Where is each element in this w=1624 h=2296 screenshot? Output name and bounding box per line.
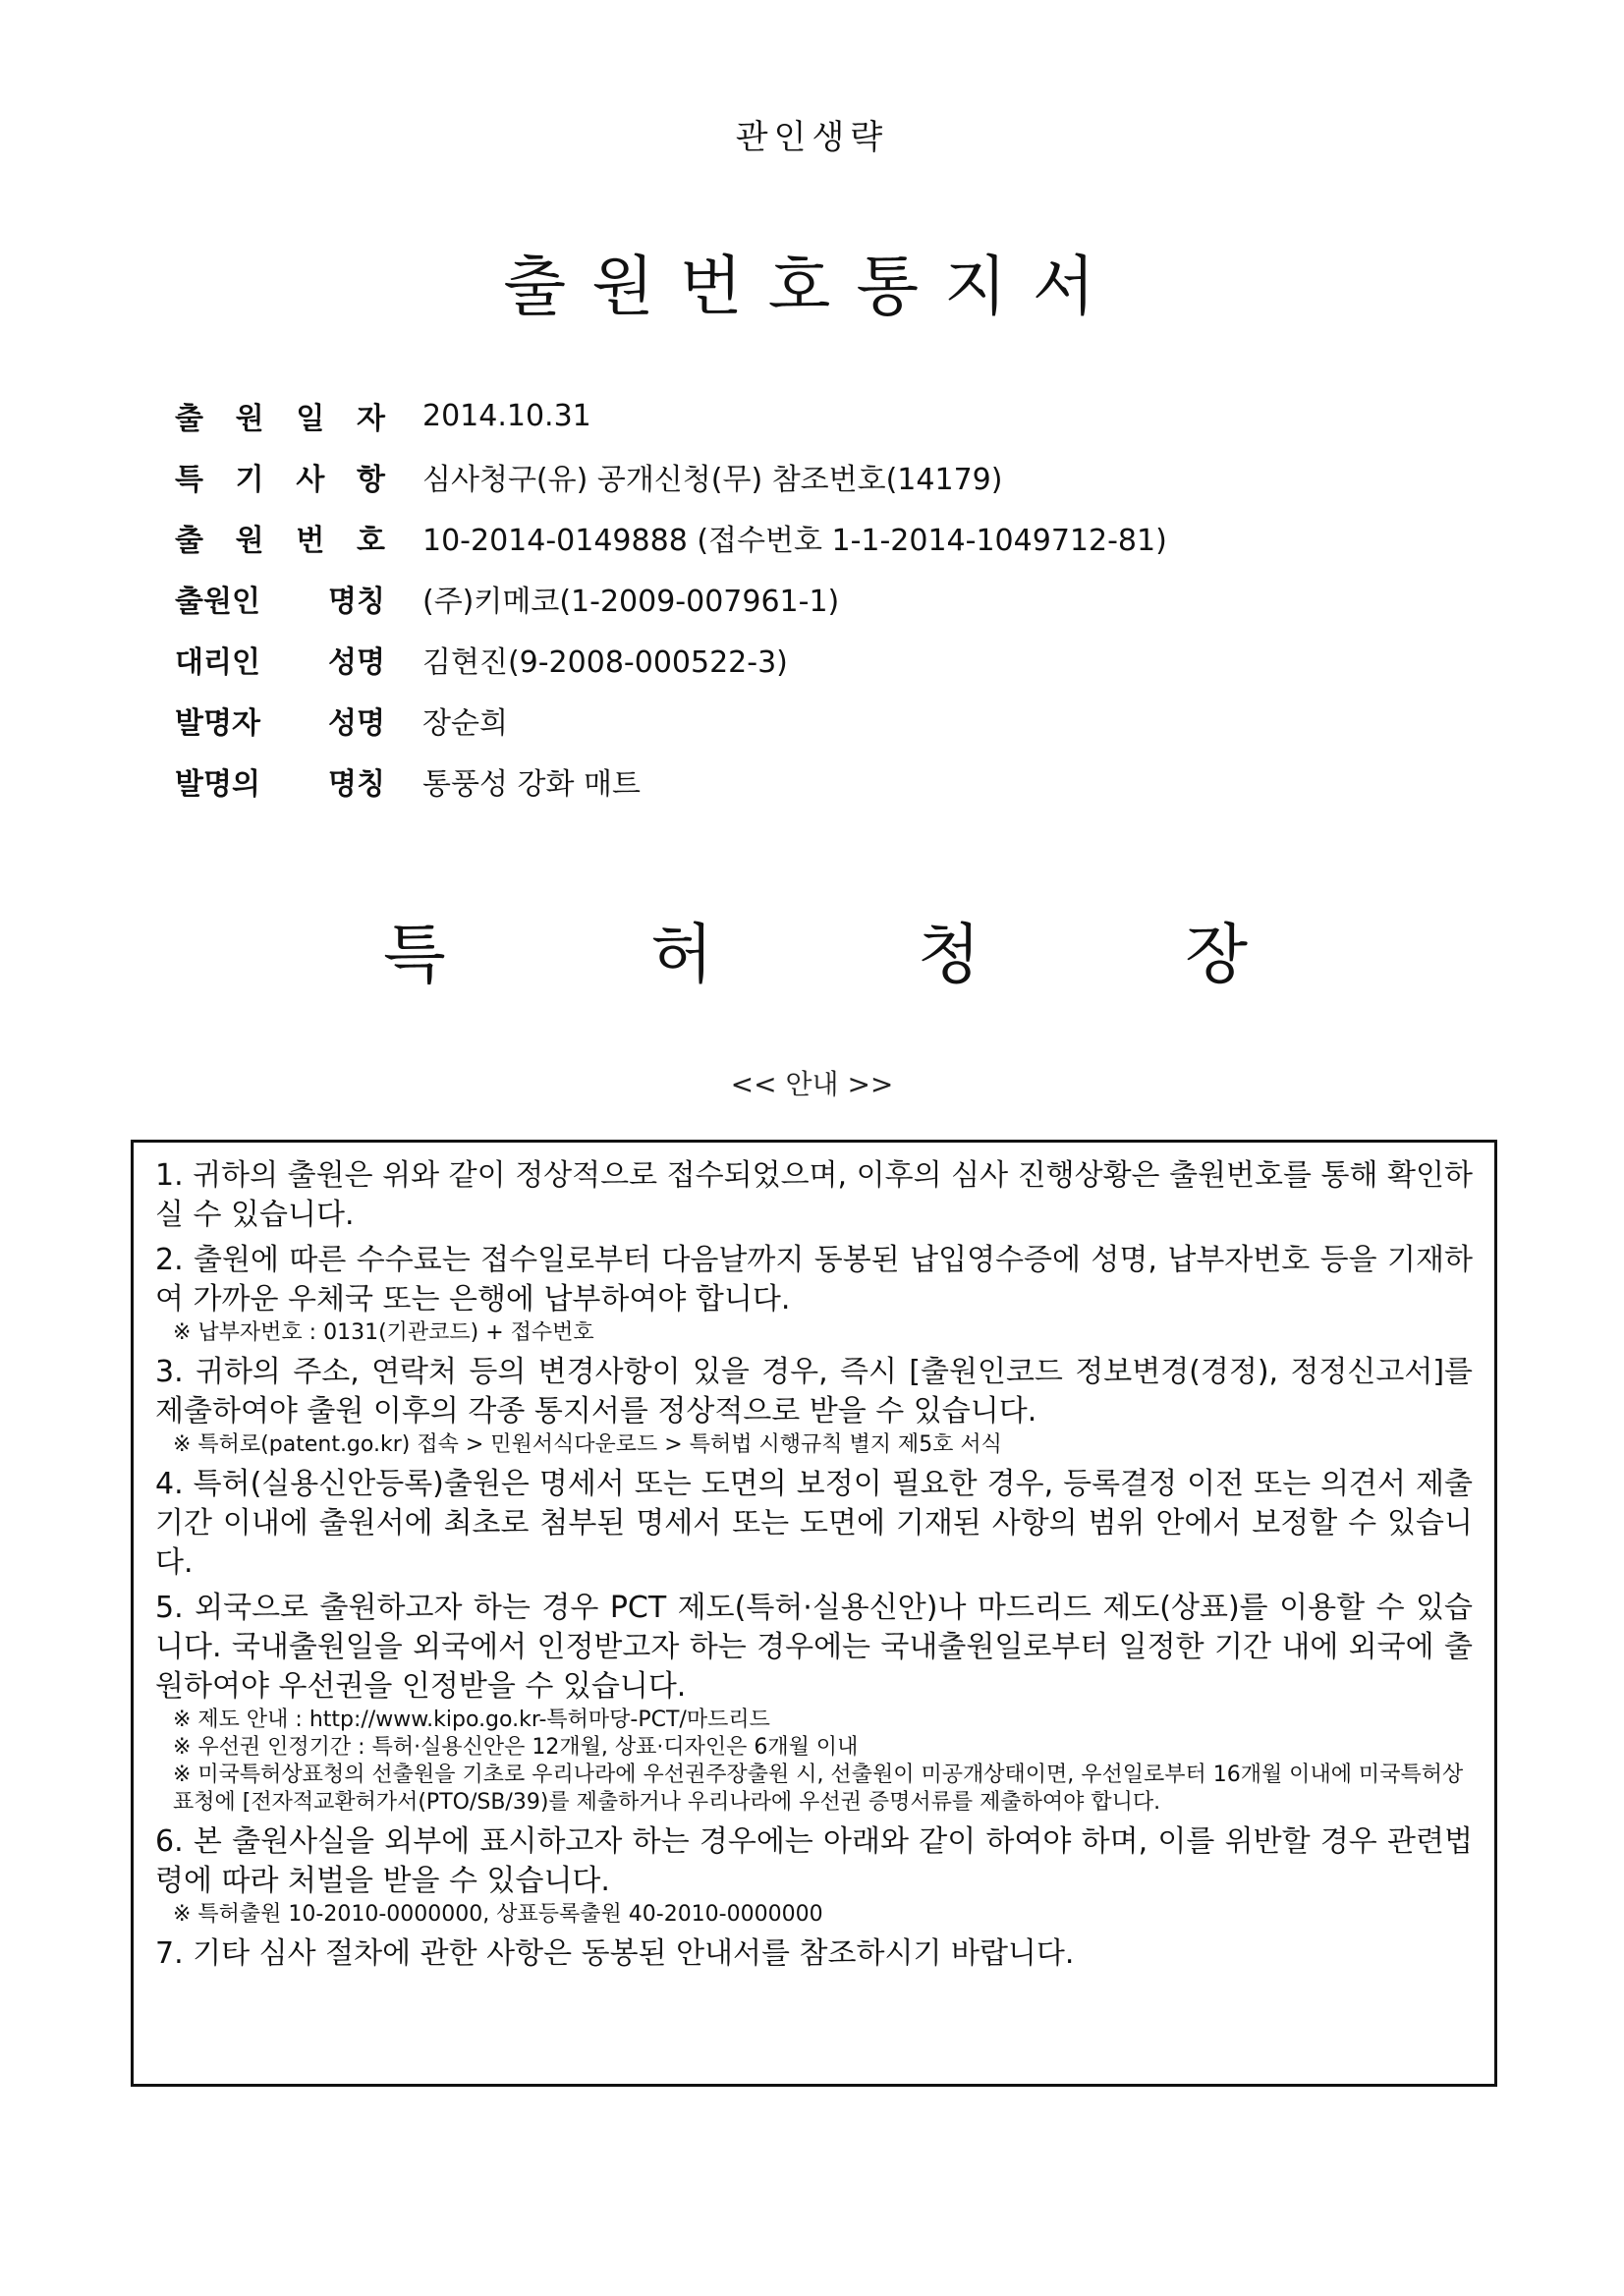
- guide-item: [155, 1156, 1473, 1235]
- guide-item-note: ※ 특허출원 10-2010-0000000, 상표등록출원 40-2010-0000000: [173, 1902, 823, 1927]
- field-label: [175, 638, 385, 681]
- guide-item-text: 6. 본 출원사실을 외부에 표시하고자 하는 경우에는 아래와 같이 하여야 하며, 이를 위반할 경우 관련법령에 따라 처벌을 받을 수 있습니다.: [155, 1824, 1473, 1898]
- application-fields: [175, 385, 1452, 812]
- guide-item-note: ※ 특허로(patent.go.kr) 접속 > 민원서식다운로드 > 특허법 시행규칙 별지 제5호 서식: [173, 1432, 1002, 1457]
- field-value: (주)키메코(1-2009-007961-1): [422, 585, 840, 619]
- field-row: [175, 385, 1452, 446]
- field-label-part: 명칭: [328, 767, 385, 802]
- field-row: [175, 446, 1452, 507]
- field-label-part: 출원인: [175, 585, 260, 619]
- issuer-name: [383, 902, 1248, 995]
- field-row: [175, 629, 1452, 690]
- field-label-part: 출: [175, 524, 203, 558]
- issuer-char: 허: [650, 917, 713, 992]
- field-label-part: 번: [296, 524, 325, 558]
- field-label-part: 명칭: [328, 585, 385, 619]
- field-label-part: 사: [296, 463, 325, 497]
- guide-item-text: 5. 외국으로 출원하고자 하는 경우 PCT 제도(특허·실용신안)나 마드리드 제도(상표)를 이용할 수 있습니다. 국내출원일을 외국에서 인정받고자 하는 경우에는 국내출원일로부터 일정한 기간 내에 외국에 출원하여야 우선권을 인정받을 수 있습니다.: [155, 1591, 1473, 1704]
- field-value: 통풍성 강화 매트: [422, 767, 641, 802]
- issuer-char: 장: [1185, 917, 1248, 992]
- issuer-char: 청: [918, 917, 980, 992]
- guide-box: [131, 1140, 1497, 2087]
- field-label: [175, 699, 385, 742]
- guide-item-note: ※ 우선권 인정기간 : 특허·실용신안은 12개월, 상표·디자인은 6개월 이내: [173, 1735, 859, 1760]
- field-label-part: 원: [235, 402, 264, 436]
- field-label: [175, 577, 385, 620]
- field-label-part: 대리인: [175, 645, 260, 680]
- field-value: 장순희: [422, 706, 508, 741]
- guide-item: [155, 1353, 1473, 1459]
- field-label-part: 자: [357, 402, 385, 436]
- guide-item-text: 1. 귀하의 출원은 위와 같이 정상적으로 접수되었으며, 이후의 심사 진행상황은 출원번호를 통해 확인하실 수 있습니다.: [155, 1158, 1473, 1232]
- guide-item-text: 7. 기타 심사 절차에 관한 사항은 동봉된 안내서를 참조하시기 바랍니다.: [155, 1936, 1075, 1971]
- guide-item-note: ※ 납부자번호 : 0131(기관코드) + 접수번호: [173, 1320, 594, 1345]
- guide-item: [155, 1589, 1473, 1817]
- field-label: [175, 455, 385, 498]
- field-label-part: 호: [357, 524, 385, 558]
- guide-item-text: 2. 출원에 따른 수수료는 접수일로부터 다음날까지 동봉된 납입영수증에 성명, 납부자번호 등을 기재하여 가까운 우체국 또는 은행에 납부하여야 합니다.: [155, 1243, 1473, 1316]
- field-label-part: 일: [296, 402, 325, 436]
- guide-item-text: 3. 귀하의 주소, 연락처 등의 변경사항이 있을 경우, 즉시 [출원인코드 정보변경(경정), 정정신고서]를 제출하여야 출원 이후의 각종 통지서를 정상적으로 받을 수 있습니다.: [155, 1355, 1473, 1428]
- seal-omitted-note: 관인생략: [735, 118, 889, 157]
- guide-header: << 안내 >>: [730, 1068, 894, 1100]
- field-label-part: 출: [175, 402, 203, 436]
- field-row: [175, 751, 1452, 812]
- field-label: [175, 394, 385, 437]
- document-title: 출원번호통지서: [503, 249, 1121, 324]
- guide-item: [155, 1822, 1473, 1929]
- issuer-char: 특: [383, 917, 446, 992]
- field-row: [175, 568, 1452, 629]
- field-label-part: 발명의: [175, 767, 260, 802]
- guide-item-text: 4. 특허(실용신안등록)출원은 명세서 또는 도면의 보정이 필요한 경우, 등록결정 이전 또는 의견서 제출기간 이내에 출원서에 최초로 첨부된 명세서 또는 도면에 기재된 사항의 범위 안에서 보정할 수 있습니다.: [155, 1467, 1473, 1580]
- guide-item: [155, 1241, 1473, 1347]
- field-label: [175, 759, 385, 803]
- field-label-part: 원: [235, 524, 264, 558]
- guide-item: [155, 1934, 1473, 1974]
- field-label-part: 성명: [328, 645, 385, 680]
- field-label-part: 특: [175, 463, 203, 497]
- field-value: 심사청구(유) 공개신청(무) 참조번호(14179): [422, 463, 1003, 497]
- field-label-part: 발명자: [175, 706, 260, 741]
- field-row: [175, 690, 1452, 751]
- field-value: 김현진(9-2008-000522-3): [422, 645, 788, 680]
- field-label-part: 기: [235, 463, 264, 497]
- field-label-part: 성명: [328, 706, 385, 741]
- guide-item-note: ※ 미국특허상표청의 선출원을 기초로 우리나라에 우선권주장출원 시, 선출원이 미공개상태이면, 우선일로부터 16개월 이내에 미국특허상표청에 [전자적교환허가서(PTO/SB/39)를 제출하거나 우리나라에 우선권 증명서류를 제출하여야 합니다.: [173, 1763, 1464, 1815]
- field-label-part: 항: [357, 463, 385, 497]
- guide-item-note: ※ 제도 안내 : http://www.kipo.go.kr-특허마당-PCT/마드리드: [173, 1708, 770, 1732]
- field-value: 2014.10.31: [422, 398, 591, 433]
- guide-item: [155, 1465, 1473, 1583]
- field-row: [175, 507, 1452, 568]
- field-label: [175, 516, 385, 559]
- field-value: 10-2014-0149888 (접수번호 1-1-2014-1049712-81): [422, 524, 1167, 558]
